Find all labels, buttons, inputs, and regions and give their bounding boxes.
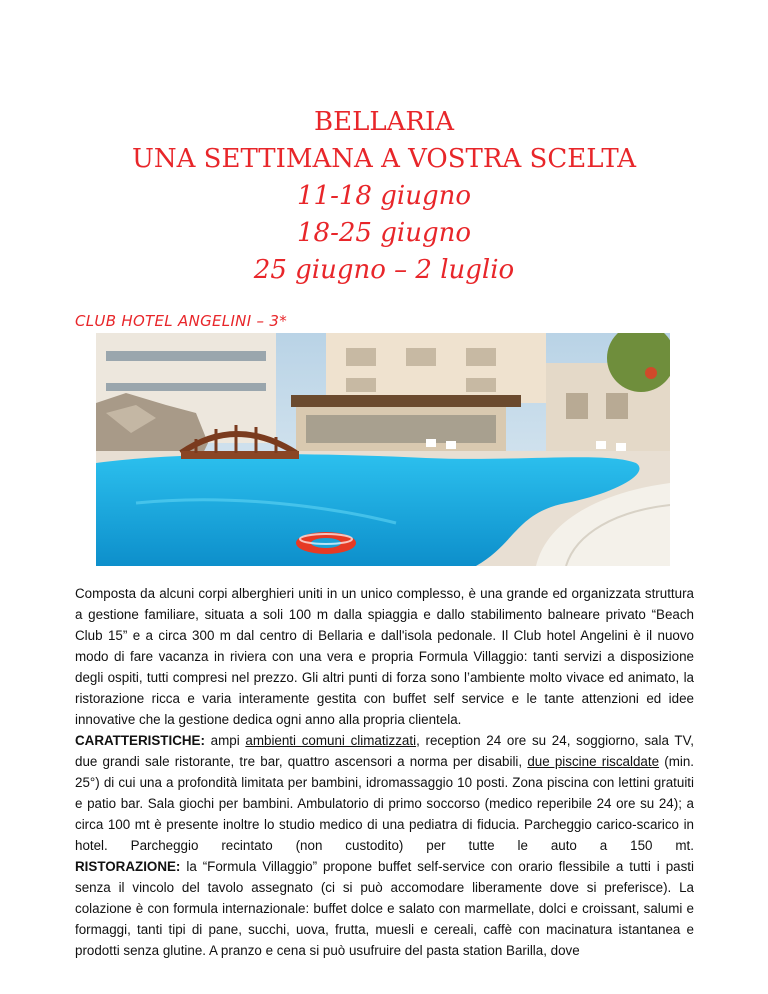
hotel-pool-photo (96, 333, 670, 566)
features-paragraph (75, 730, 694, 856)
features-highlight-pools: due piscine riscaldate (527, 754, 660, 769)
features-text-c: (min. 25°) di cui una a profondità limitata per bambini, idromassaggio 10 posti. Zona piscina con lettini gratuiti e patio bar. Sala giochi per bambini. Ambulatorio di primo soccorso (medico reperibile 24 ore su 24); a circa 100 mt è presente inoltre lo studio medico di una pediatra di fiducia. Parcheggio carico-scarico in hotel. Parcheggio recintato (non custodito) per tutte le auto a 150 mt. (75, 754, 694, 853)
features-text-a: ampi (204, 733, 246, 748)
description-text (75, 583, 694, 961)
title-block (0, 104, 768, 289)
title-subtitle: UNA SETTIMANA A VOSTRA SCELTA (131, 144, 637, 174)
date-option-2: 18-25 giugno (297, 218, 471, 248)
title-place: BELLARIA (313, 107, 455, 137)
features-highlight-climate: ambienti comuni climatizzati (245, 733, 417, 748)
date-option-3: 25 giugno – 2 luglio (253, 255, 515, 285)
features-text-b: , reception 24 ore su 24, soggiorno, sala TV, due grandi sale ristorante, tre bar, quattro ascensori a norma per disabili, (75, 733, 694, 769)
hotel-name: CLUB HOTEL ANGELINI – 3* (75, 312, 288, 330)
features-label: CARATTERISTICHE: (75, 733, 205, 748)
date-option-1: 11-18 giugno (297, 181, 471, 211)
dining-label: RISTORAZIONE: (75, 859, 181, 874)
intro-paragraph: Composta da alcuni corpi alberghieri uniti in un unico complesso, è una grande ed organizzata struttura a gestione familiare, situata a soli 100 m dalla spiaggia e dallo stabilimento balneare privato “Beach Club 15” e a circa 300 m dal centro di Bellaria e dall'isola pedonale. Il Club hotel Angelini è il nuovo modo di fare vacanza in riviera con una vera e propria Formula Villaggio: tanti servizi a disposizione degli ospiti, tutti compresi nel prezzo. Gli altri punti di forza sono l’ambiente molto vivace ed animato, la ristorazione ricca e varia interamente gestita con buffet self service e le tante attenzioni ed idee innovative che la gestione dedica ogni anno alla propria clientela. (75, 586, 694, 727)
dining-paragraph (75, 856, 694, 961)
dining-text: la “Formula Villaggio” propone buffet self-service con orario flessibile a tutti i pasti senza il vincolo del tavolo assegnato (ci si può accomodare liberamente dove si preferisce). La colazione è con formula internazionale: buffet dolce e salato con marmellate, dolci e croissant, salumi e formaggi, tanti tipi di pane, succhi, uova, frutta, muesli e cereali, caffè con macinatura istantanea e prodotti senza glutine. A pranzo e cena si può usufruire del pasta station Barilla, dove (75, 859, 694, 958)
